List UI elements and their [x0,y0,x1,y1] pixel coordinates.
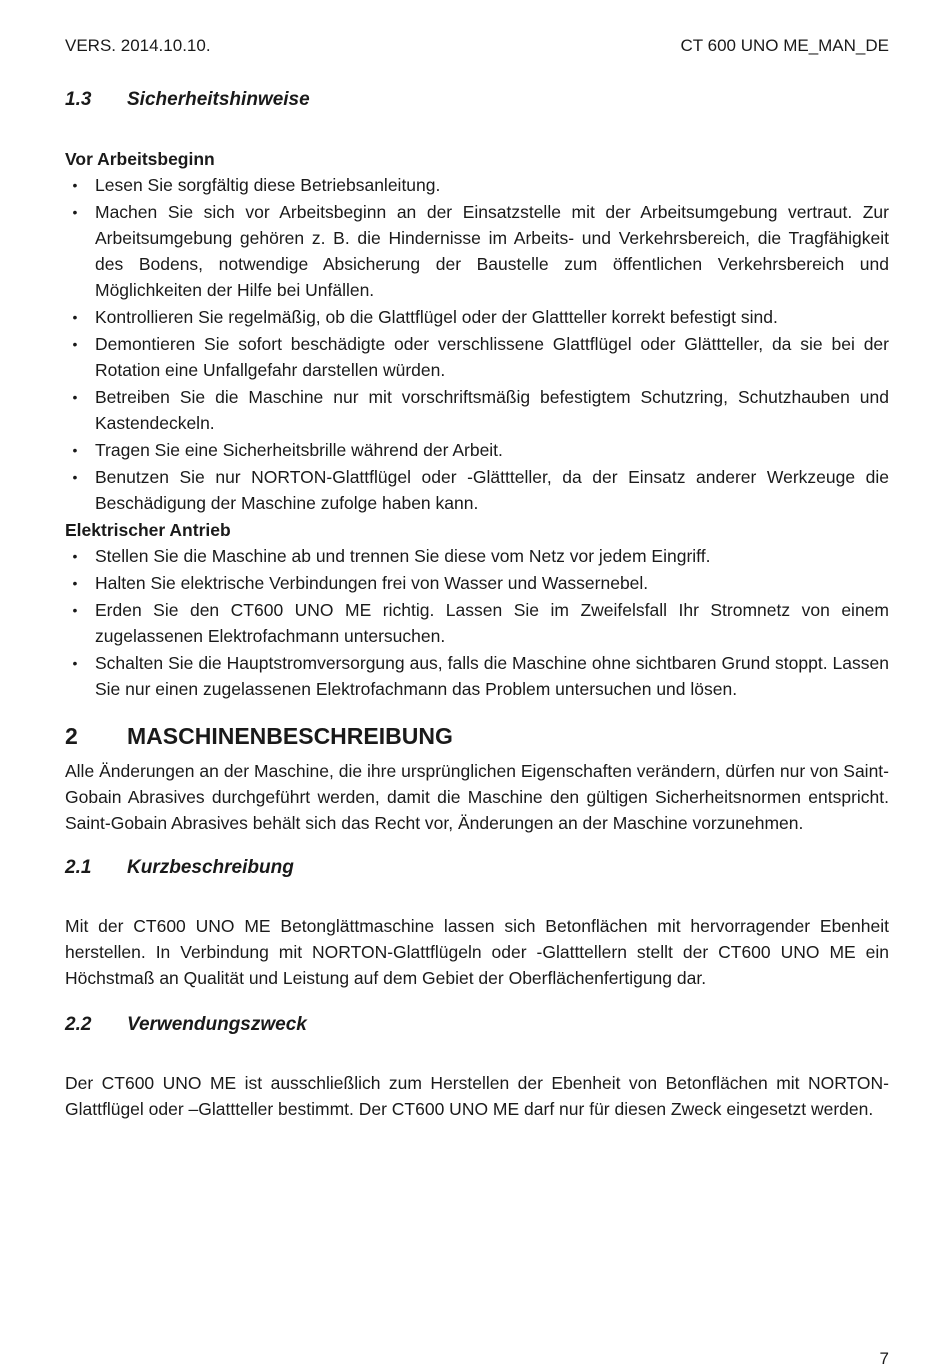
bullet-icon: • [72,204,78,220]
list-item: • Demontieren Sie sofort beschädigte oder verschlissene Glattflügel oder Glättteller, da sie bei der Rotation eine Unfallgefahr darstellen würden. [65,331,889,383]
section-2-1-paragraph: Mit der CT600 UNO ME Betonglättmaschine lassen sich Betonflächen mit hervorragender Ebenheit herstellen. In Verbindung mit NORTON-Glattflügeln oder -Glatttellern stellt der CT600 UNO ME ein Höchstmaß an Qualität und Leistung auf dem Gebiet der Oberflächenfertigung dar. [65,916,889,988]
bullet-icon: • [72,336,78,352]
bullet-icon: • [72,655,78,671]
page-content [65,88,889,1122]
subheading-elektrischer-antrieb: Elektrischer Antrieb [65,520,231,540]
bullet-icon: • [72,548,78,564]
list-item: • Schalten Sie die Hauptstromversorgung aus, falls die Maschine ohne sichtbaren Grund stoppt. Lassen Sie nur einen zugelassenen Elektrofachmann das Problem untersuchen und lösen. [65,650,889,702]
header-version: VERS. 2014.10.10. [65,36,211,55]
bullet-list-vor-arbeitsbeginn [65,172,889,516]
section-number: 2.2 [65,1014,92,1035]
section-number: 1.3 [65,89,92,110]
section-title: Sicherheitshinweise [127,89,310,110]
section-2-1-heading [65,856,889,880]
section-1-3-heading [65,88,889,112]
list-item: • Tragen Sie eine Sicherheitsbrille während der Arbeit. [65,437,889,463]
section-title: Verwendungszweck [127,1014,307,1035]
list-item: • Lesen Sie sorgfältig diese Betriebsanleitung. [65,172,889,198]
bullet-icon: • [72,575,78,591]
subheading-vor-arbeitsbeginn: Vor Arbeitsbeginn [65,149,215,169]
header-document-id: CT 600 UNO ME_MAN_DE [680,36,889,55]
list-item: • Machen Sie sich vor Arbeitsbeginn an der Einsatzstelle mit der Arbeitsumgebung vertraut. Zur Arbeitsumgebung gehören z. B. die Hindernisse im Arbeits- und Verkehrsbereich, die Tragfähigkeit des Bodens, notwendige Absicherung der Baustelle zum öffentlichen Verkehrsbereich und Möglichkeiten der Hilfe bei Unfällen. [65,199,889,303]
section-2-heading [65,722,889,750]
list-item: • Benutzen Sie nur NORTON-Glattflügel oder -Glättteller, da der Einsatz anderer Werkzeuge die Beschädigung der Maschine zufolge haben kann. [65,464,889,516]
bullet-icon: • [72,602,78,618]
section-title: MASCHINENBESCHREIBUNG [127,723,453,749]
page-header [65,36,889,56]
list-item: • Kontrollieren Sie regelmäßig, ob die Glattflügel oder der Glattteller korrekt befestigt sind. [65,304,889,330]
list-item: • Betreiben Sie die Maschine nur mit vorschriftsmäßig befestigtem Schutzring, Schutzhauben und Kastendeckeln. [65,384,889,436]
bullet-icon: • [72,177,78,193]
list-item: • Erden Sie den CT600 UNO ME richtig. Lassen Sie im Zweifelsfall Ihr Stromnetz von einem zugelassenen Elektrofachmann untersuchen. [65,597,889,649]
bullet-icon: • [72,442,78,458]
bullet-icon: • [72,389,78,405]
section-2-2-paragraph: Der CT600 UNO ME ist ausschließlich zum Herstellen der Ebenheit von Betonflächen mit NORTON-Glattflügel oder –Glattteller bestimmt. Der CT600 UNO ME darf nur für diesen Zweck eingesetzt werden. [65,1073,889,1119]
bullet-list-elektrischer-antrieb [65,543,889,702]
section-title: Kurzbeschreibung [127,857,294,878]
bullet-icon: • [72,309,78,325]
section-number: 2.1 [65,857,92,878]
page-number: 7 [879,1349,889,1368]
section-2-2-heading [65,1013,889,1037]
section-number: 2 [65,723,78,749]
bullet-icon: • [72,469,78,485]
section-2-paragraph: Alle Änderungen an der Maschine, die ihre ursprünglichen Eigenschaften verändern, dürfen nur von Saint-Gobain Abrasives durchgeführt werden, damit die Maschine den gültigen Sicherheitsnormen entspricht. Saint-Gobain Abrasives behält sich das Recht vor, Änderungen an der Maschine vorzunehmen. [65,761,889,833]
list-item: • Stellen Sie die Maschine ab und trennen Sie diese vom Netz vor jedem Eingriff. [65,543,889,569]
list-item: • Halten Sie elektrische Verbindungen frei von Wasser und Wassernebel. [65,570,889,596]
